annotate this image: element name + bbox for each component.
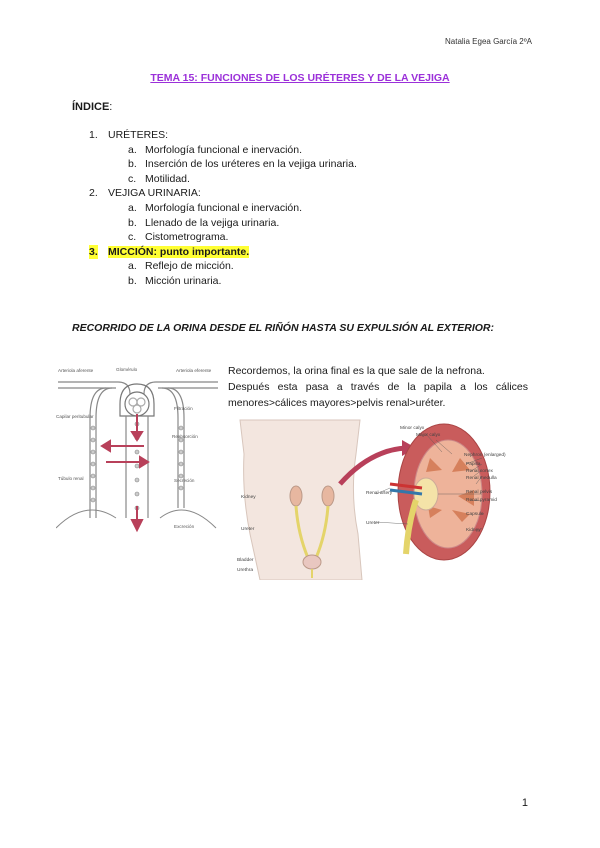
label-kidney-right: Kidney [466, 528, 481, 533]
index-subitem: b. Llenado de la vejiga urinaria. [128, 216, 280, 229]
peritubular-capillary [96, 388, 112, 518]
label-bladder: Bladder [237, 558, 254, 563]
index-heading-colon: : [109, 101, 113, 113]
label-pelvis: Renal pelvis [466, 490, 493, 495]
index-item-label: URÉTERES: [108, 129, 169, 141]
label-ureter: Ureter [241, 527, 255, 532]
label-filt: Filtración [174, 406, 193, 411]
label-pyramid: Renal pyramid [466, 498, 497, 503]
label-renal-artery: Renal artery [366, 491, 393, 496]
page-number: 1 [521, 797, 528, 809]
label-capsule: Capsule [466, 512, 484, 517]
index-list [0, 128, 600, 289]
nephron-diagram [56, 358, 220, 536]
index-subitem: a. Morfología funcional e inervación. [128, 143, 303, 156]
label-ureter-right: Ureter [366, 521, 380, 526]
index-item-miccion: 3. MICCIÓN: punto importante. [89, 245, 250, 258]
index-subitem: c. Cistometrograma. [128, 231, 229, 244]
label-cortex: Renal cortex [466, 469, 493, 474]
index-subitem: c. Motilidad. [128, 172, 190, 185]
page-title: TEMA 15: FUNCIONES DE LOS URÉTERES Y DE LA VEJIGA [150, 72, 450, 84]
index-item-vejiga: 2. VEJIGA URINARIA: [89, 187, 201, 200]
label-glom: Glomérulo [116, 367, 138, 372]
label-eff: Arteriola eferente [176, 368, 212, 373]
highlighted-item-label: MICCIÓN: punto importante. [108, 245, 250, 258]
label-minor-calyx: Minor calyx [400, 426, 425, 431]
index-subitem: a. Reflejo de micción. [128, 260, 234, 273]
paragraph-line-1: Recordemos, la orina final es la que sale de la nefrona. [228, 365, 485, 377]
label-major-calyx: Major calyx [416, 433, 441, 438]
bladder [303, 555, 321, 569]
label-excr: Excreción [174, 524, 195, 529]
label-secr: Secreción [174, 478, 195, 483]
index-subitem: b. Micción urinaria. [128, 274, 222, 287]
intro-paragraph [228, 363, 528, 411]
label-urethra: Urethra [237, 568, 253, 573]
left-kidney [290, 486, 302, 506]
label-kidney-left: Kidney [241, 495, 256, 500]
index-item-label: VEJIGA URINARIA: [108, 187, 201, 200]
label-medulla: Renal medulla [466, 476, 497, 481]
paragraph-line-2: Después esta pasa a través de la papila a los cálices menores>cálices mayores>pelvis renal>uréter. [228, 381, 528, 409]
right-kidney [322, 486, 334, 506]
label-tub: Túbulo renal [58, 476, 84, 481]
label-reab: Reabsorción [172, 434, 198, 439]
label-cap: Capilar peritubular [56, 414, 94, 419]
label-papilla: Papilla [466, 462, 481, 467]
index-heading-label: ÍNDICE [72, 101, 110, 113]
author-header: Natalia Egea García 2ºA [445, 37, 532, 46]
index-heading [72, 101, 112, 113]
urinary-system-diagram [230, 414, 530, 580]
index-subitem: b. Inserción de los uréteres en la vejiga urinaria. [128, 158, 357, 171]
label-nephron: Nephron (enlarged) [464, 453, 506, 458]
label-aff: Arteriola aferente [58, 368, 94, 373]
section-heading: RECORRIDO DE LA ORINA DESDE EL RIÑÓN HASTA SU EXPULSIÓN AL EXTERIOR: [72, 322, 494, 334]
index-subitem: a. Morfología funcional e inervación. [128, 201, 303, 214]
index-item-ureteres: 1. URÉTERES: [89, 129, 169, 141]
